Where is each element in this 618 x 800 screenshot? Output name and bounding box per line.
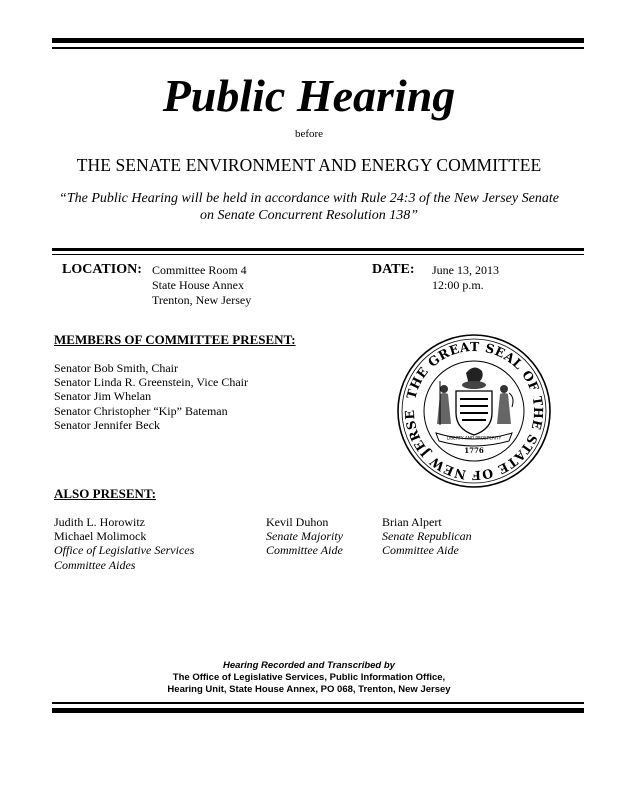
aide-name: Judith L. Horowitz (54, 515, 145, 529)
date-line: 12:00 p.m. (432, 278, 484, 292)
committee-name: THE SENATE ENVIRONMENT AND ENERGY COMMITTEE (76, 155, 542, 175)
location-line: State House Annex (152, 278, 244, 292)
before-text: before (294, 128, 324, 140)
location-value (152, 263, 251, 308)
location-label: LOCATION: (62, 262, 142, 277)
bottom-rule-thin (52, 702, 584, 704)
aide-role: Senate Republican (382, 529, 472, 544)
also-present-heading: ALSO PRESENT: (54, 486, 156, 501)
mid-rule-thin (52, 254, 584, 255)
top-rule-thick (52, 38, 584, 43)
top-rule-thin (52, 47, 584, 49)
quote-line-1: “The Public Hearing will be held in accordance with Rule 24:3 of the New Jersey Senate (59, 191, 559, 206)
also-present-col-1 (54, 515, 194, 572)
footer-line-3: Hearing Unit, State House Annex, PO 068, Trenton, New Jersey (167, 684, 451, 695)
seal-ribbon: LIBERTY AND PROSPERITY (446, 435, 502, 441)
document-title: Public Hearing (162, 70, 456, 121)
seal-text: THE GREAT SEAL OF THE STATE OF NEW JERSE (401, 338, 547, 484)
date-line: June 13, 2013 (432, 263, 499, 277)
location-line: Committee Room 4 (152, 263, 247, 277)
seal-svg (396, 333, 552, 489)
aide-role: Committee Aides (54, 557, 136, 572)
aide-role: Office of Legislative Services (54, 543, 195, 558)
aide-name: Kevil Duhon (266, 515, 329, 529)
also-present-col-3 (382, 515, 472, 558)
aide-name: Michael Molimock (54, 529, 147, 544)
bottom-rule-thick (52, 708, 584, 713)
great-seal-image (396, 333, 552, 489)
mid-rule-thick (52, 248, 584, 251)
member-name: Senator Bob Smith, Chair (54, 361, 178, 375)
aide-role: Committee Aide (266, 543, 343, 558)
transcription-footer (0, 660, 618, 696)
date-label: DATE: (372, 262, 415, 277)
quote-line-2: on Senate Concurrent Resolution 138” (199, 208, 419, 223)
member-name: Senator Jennifer Beck (54, 417, 160, 432)
hearing-quote (40, 190, 578, 224)
aide-role: Committee Aide (382, 543, 459, 558)
members-heading: MEMBERS OF COMMITTEE PRESENT: (54, 332, 296, 347)
members-list (54, 361, 248, 432)
member-name: Senator Jim Whelan (54, 389, 152, 404)
footer-line-2: The Office of Legislative Services, Public Information Office, (172, 672, 446, 683)
aide-name: Brian Alpert (382, 515, 442, 529)
also-present-col-2 (266, 515, 343, 558)
member-name: Senator Linda R. Greenstein, Vice Chair (54, 375, 249, 390)
member-name: Senator Christopher “Kip” Bateman (54, 403, 228, 418)
seal-year: 1776 (464, 446, 484, 455)
date-value (432, 263, 499, 293)
location-line: Trenton, New Jersey (152, 293, 252, 307)
aide-role: Senate Majority (266, 529, 343, 544)
footer-line-1: Hearing Recorded and Transcribed by (223, 660, 395, 671)
